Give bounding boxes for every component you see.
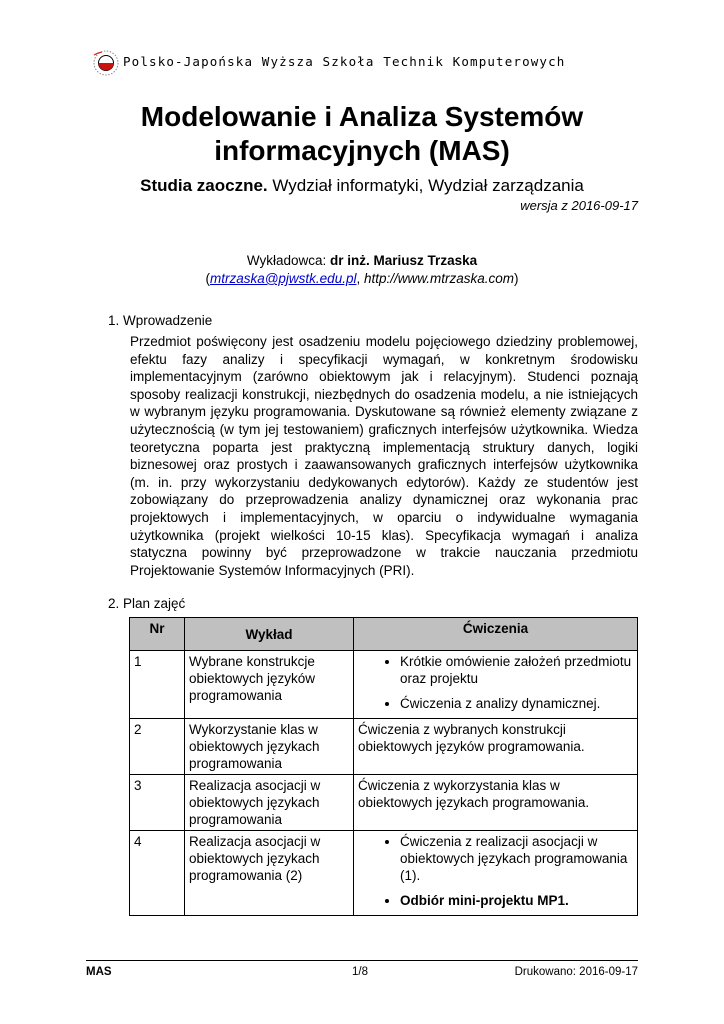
exercise-list (358, 833, 633, 909)
lecturer-name: dr inż. Mariusz Trzaska (330, 253, 478, 268)
row-exercises: Ćwiczenia z wybranych konstrukcji obiektowych języków programowania. (354, 719, 638, 775)
list-item: • Odbiór mini-projektu MP1. (400, 892, 633, 909)
row-exercises (354, 831, 638, 916)
schedule-table (129, 617, 638, 916)
version-label: wersja z 2016-09-17 (520, 198, 638, 213)
title-line-2: informacyjnych (MAS) (214, 135, 510, 166)
row-nr: 1 (130, 651, 185, 719)
header-lecture: Wykład (185, 618, 354, 651)
footer-print-date: Drukowano: 2016-09-17 (514, 966, 638, 978)
open-paren: ( (205, 271, 210, 286)
row-lecture: Wybrane konstrukcje obiektowych języków programowania (185, 651, 354, 719)
table-row (130, 775, 638, 831)
subtitle-rest: Wydział informatyki, Wydział zarządzania (272, 176, 584, 195)
subtitle-bold: Studia zaoczne. (140, 176, 268, 195)
lecturer-label: Wykładowca: (246, 253, 331, 268)
row-lecture: Realizacja asocjacji w obiektowych językach programowania (185, 775, 354, 831)
school-logo-icon (92, 44, 122, 78)
table-header-row (130, 618, 638, 651)
row-nr: 2 (130, 719, 185, 775)
email-link[interactable]: mtrzaska@pjwstk.edu.pl (209, 271, 357, 286)
table-row (130, 719, 638, 775)
school-name: Polsko-Japońska Wyższa Szkoła Technik Komputerowych (123, 54, 566, 69)
header-nr: Nr (130, 618, 185, 651)
table-row (130, 651, 638, 719)
title-line-1: Modelowanie i Analiza Systemów (140, 101, 584, 132)
close-paren: ) (514, 271, 519, 286)
list-item: • Ćwiczenia z analizy dynamicznej. (400, 695, 633, 712)
subtitle (62, 176, 662, 196)
row-exercises (354, 651, 638, 719)
website-link[interactable]: http://www.mtrzaska.com (363, 271, 515, 286)
section-1-title: 1. Wprowadzenie (108, 313, 213, 328)
list-item: • Ćwiczenia z realizacji asocjacji w obiektowych językach programowania (1). (400, 833, 633, 884)
row-lecture: Wykorzystanie klas w obiektowych językach programowania (185, 719, 354, 775)
header-exercises: Ćwiczenia (354, 618, 638, 651)
exercise-list (358, 653, 633, 712)
footer-divider (86, 960, 638, 961)
row-nr: 3 (130, 775, 185, 831)
section-2-title: 2. Plan zajęć (108, 596, 186, 611)
footer-course: MAS (86, 966, 112, 978)
page-header (92, 44, 652, 80)
separator: , (356, 271, 364, 286)
page-title (62, 100, 662, 168)
row-nr: 4 (130, 831, 185, 916)
list-item: • Krótkie omówienie założeń przedmiotu oraz projektu (400, 653, 633, 687)
lecturer-info (62, 252, 662, 288)
section-1-text: Przedmiot poświęcony jest osadzeniu modelu pojęciowego dziedziny problemowej, efektu fazy analizy i specyfikacji wymagań, w konkretnym środowisku implementacyjnym (zarówno obiektowym jak i relacyjnym). Studenci poznają sposoby realizacji konstrukcji, niezbędnych do osadzenia modelu, a nie istniejących w wybranym języku programowania. Dyskutowane są również elementy związane z użytecznością (w tym jej testowaniem) graficznych interfejsów użytkownika. Wiedza teoretyczna poparta jest praktyczną implementacją struktury danych, logiki biznesowej oraz prostych i zaawansowanych graficznych interfejsów użytkownika (m. in. przy wykorzystaniu dedykowanych edytorów). Każdy ze studentów jest zobowiązany do przeprowadzenia analizy dynamicznej oraz wykonania prac projektowych i implementacyjnych, w oparciu o indywidualne wymagania użytkownika (projekt wielkości 10-15 klas). Specyfikacja wymagań i analiza statyczna powinny być przeprowadzone w trakcie nauczania przedmiotu Projektowanie Systemów Informacyjnych (PRI). (130, 334, 638, 578)
row-lecture: Realizacja asocjacji w obiektowych językach programowania (2) (185, 831, 354, 916)
table-row (130, 831, 638, 916)
footer-page-number: 1/8 (352, 966, 368, 978)
row-exercises: Ćwiczenia z wykorzystania klas w obiektowych językach programowania. (354, 775, 638, 831)
